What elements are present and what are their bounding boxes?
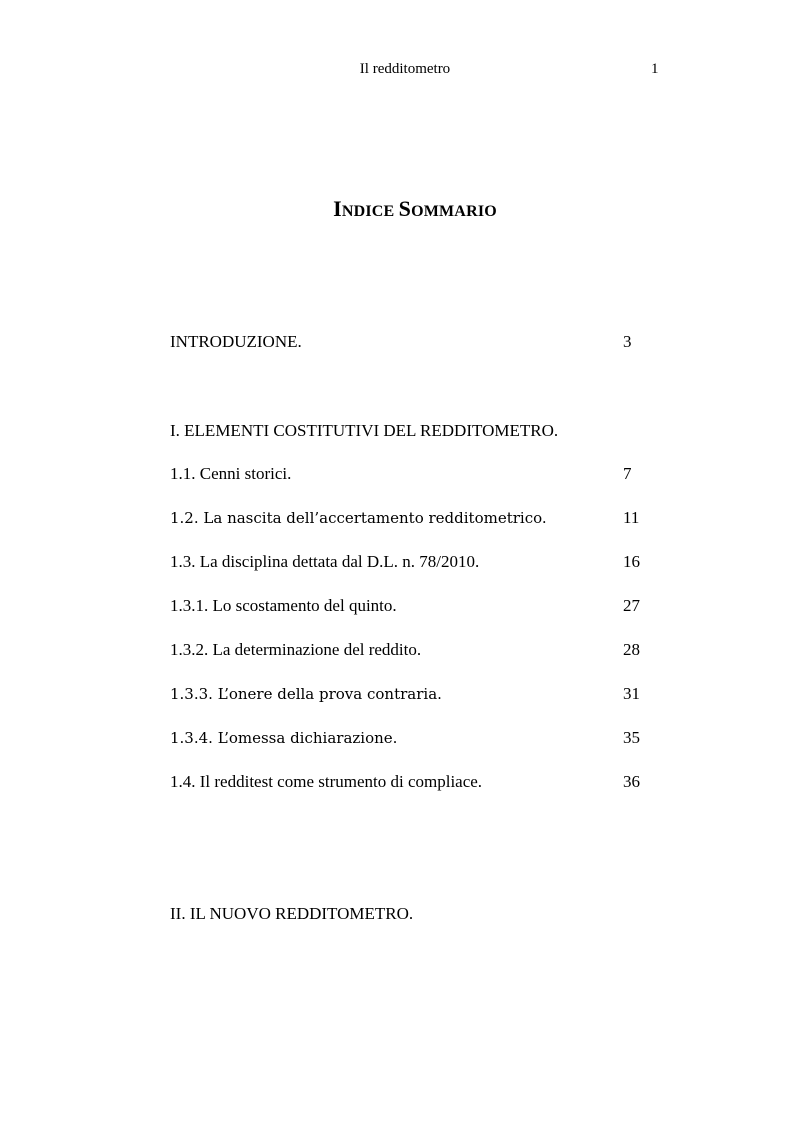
- toc-entry-page: 28: [623, 640, 640, 659]
- toc-entry-label: INTRODUZIONE.: [170, 332, 302, 351]
- toc-entry-label: 1.3.4. L’omessa dichiarazione.: [170, 729, 398, 747]
- toc-entry-page: 36: [623, 772, 640, 791]
- toc-entry-label: 1.4. Il redditest come strumento di compliace.: [170, 772, 483, 791]
- title-initial-2: S: [398, 196, 412, 221]
- toc-entry-page: 7: [623, 464, 632, 483]
- toc-chapter-label: II. IL NUOVO REDDITOMETRO.: [170, 904, 414, 923]
- toc-entry-page: 35: [623, 728, 640, 747]
- toc-entry-page: 11: [623, 508, 640, 527]
- page-title: [0, 196, 794, 222]
- toc-entry-page: 27: [623, 596, 640, 615]
- title-rest-2: OMMARIO: [411, 203, 497, 220]
- running-header-title: Il redditometro: [359, 61, 451, 77]
- toc-entry-label: 1.1. Cenni storici.: [170, 464, 292, 483]
- toc-entry-label: 1.3.2. La determinazione del reddito.: [170, 640, 422, 659]
- running-header-page-number: 1: [651, 61, 659, 77]
- title-initial-1: I: [333, 196, 342, 221]
- toc-chapter-label: I. ELEMENTI COSTITUTIVI DEL REDDITOMETRO.: [170, 421, 559, 440]
- toc-entry-label: 1.3.1. Lo scostamento del quinto.: [170, 596, 397, 615]
- toc-entry-page: 31: [623, 684, 640, 703]
- toc-entry-label: 1.2. La nascita dell’accertamento redditometrico.: [170, 509, 547, 527]
- title-rest-1: NDICE: [341, 203, 395, 220]
- toc-entry-page: 3: [623, 332, 632, 351]
- toc-entry-label: 1.3.3. L’onere della prova contraria.: [170, 685, 442, 703]
- toc-entry-page: 16: [623, 552, 640, 571]
- toc-entry-label: 1.3. La disciplina dettata dal D.L. n. 78/2010.: [170, 552, 480, 571]
